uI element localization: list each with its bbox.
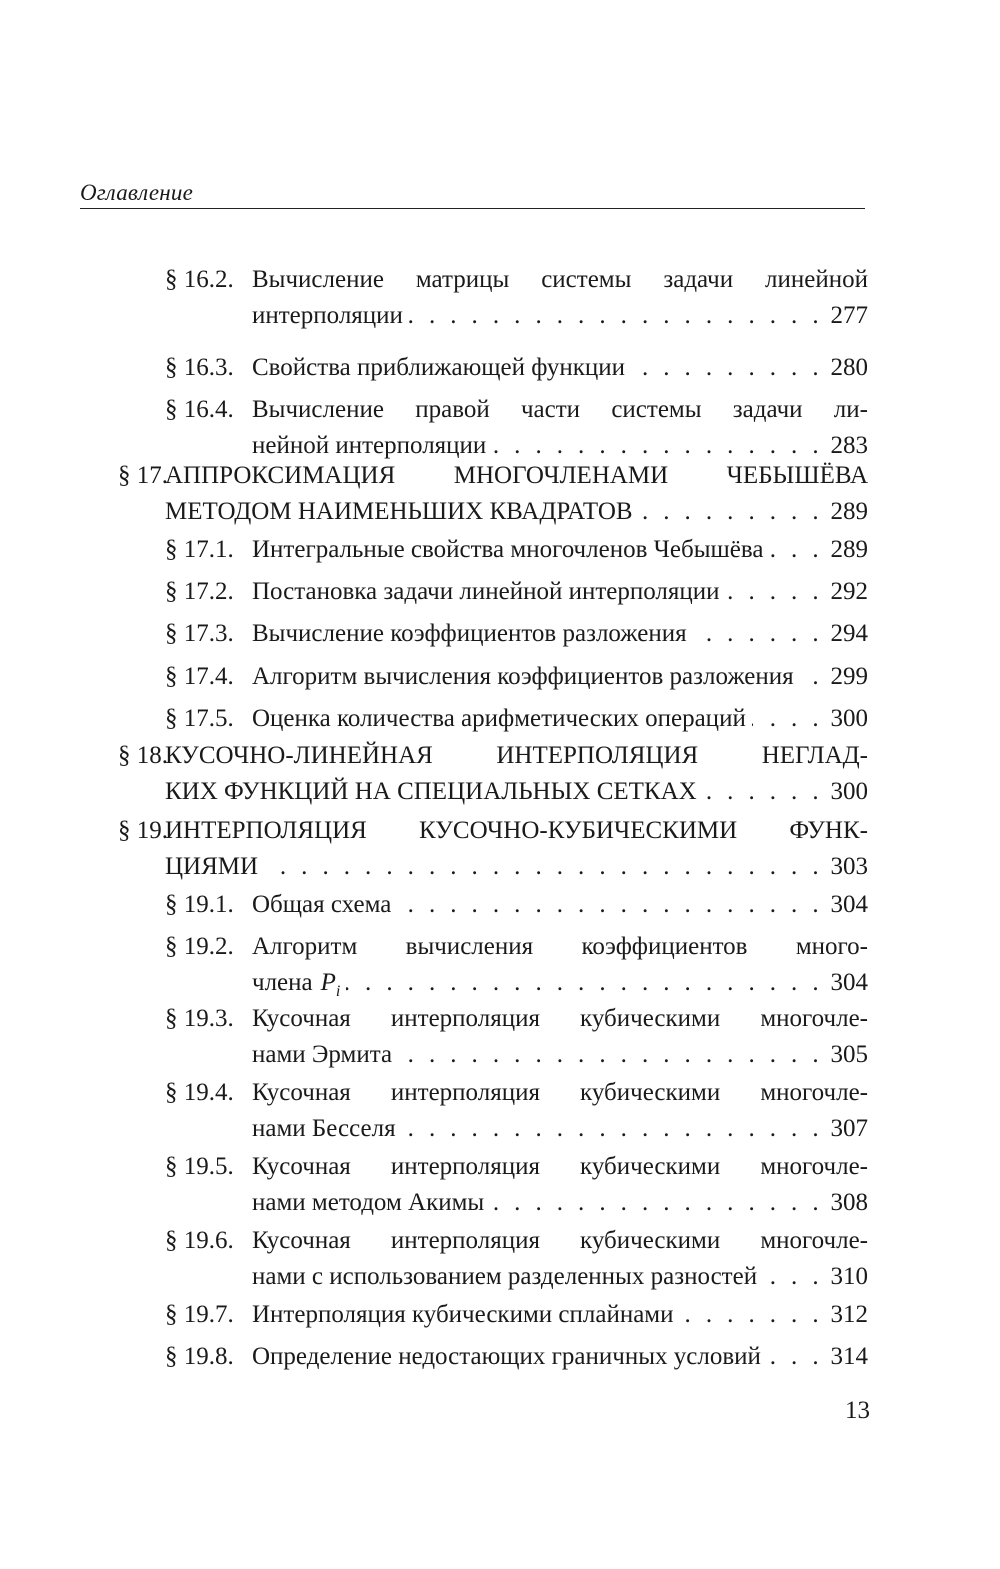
section-number: § 19.6.	[165, 1227, 234, 1254]
section-title-line: Интерполяция кубическими сплайнами	[252, 1301, 674, 1328]
toc-entry	[165, 262, 868, 334]
section-title-line: ИНТЕРПОЛЯЦИЯ КУСОЧНО-КУБИЧЕСКИМИ ФУНК-	[165, 817, 868, 844]
leader-dots	[767, 1339, 822, 1375]
section-title-line: Вычисление коэффициентов разложения	[252, 620, 687, 647]
page-reference: 310	[830, 1263, 868, 1290]
leader-dots	[409, 298, 822, 334]
toc-entry	[165, 701, 868, 737]
page-reference: 300	[830, 778, 868, 805]
section-title-line: Вычисление правой части системы задачи ли-	[252, 396, 868, 423]
section-number: § 17.4.	[165, 663, 234, 690]
toc-entry	[165, 1149, 868, 1221]
page-reference: 307	[830, 1115, 868, 1142]
section-title-line: интерполяции	[252, 302, 403, 329]
section-number: § 19.4.	[165, 1079, 234, 1106]
section-title-line: Интегральные свойства многочленов Чебышёва	[252, 536, 764, 563]
page-reference: 289	[830, 536, 868, 563]
leader-dots	[693, 616, 822, 652]
toc-entry	[165, 532, 868, 568]
toc-entry	[165, 574, 868, 610]
page-reference: 305	[830, 1041, 868, 1068]
section-number: § 16.4.	[165, 396, 234, 423]
page-reference: 299	[830, 663, 868, 690]
leader-dots	[726, 574, 822, 610]
section-title-line: Общая схема	[252, 891, 392, 918]
section-number: § 19.5.	[165, 1153, 234, 1180]
section-title-line: Свойства приближающей функции	[252, 354, 625, 381]
section-title-line: АППРОКСИМАЦИЯ МНОГОЧЛЕНАМИ ЧЕБЫШЁВА	[165, 462, 868, 489]
page-reference: 314	[830, 1343, 868, 1370]
section-number: § 19.7.	[165, 1301, 234, 1328]
section-number: § 19.1.	[165, 891, 234, 918]
page-reference: 303	[830, 853, 868, 880]
section-title-line: Постановка задачи линейной интерполяции	[252, 578, 720, 605]
section-number: § 16.2.	[165, 266, 234, 293]
page-reference: 277	[830, 302, 868, 329]
section-title-line: Кусочная интерполяция кубическими многочле-	[252, 1005, 868, 1032]
section-title-line: члена	[252, 969, 313, 996]
section-title-line: КУСОЧНО-ЛИНЕЙНАЯ ИНТЕРПОЛЯЦИЯ НЕГЛАД-	[165, 742, 868, 769]
section-title-line: ЦИЯМИ	[165, 853, 259, 880]
page-reference: 294	[830, 620, 868, 647]
page-reference: 283	[830, 432, 868, 459]
section-title-line: Кусочная интерполяция кубическими многочле-	[252, 1227, 868, 1254]
page-number: 13	[845, 1397, 870, 1424]
section-title-line: Определение недостающих граничных условий	[252, 1343, 761, 1370]
leader-dots	[703, 774, 822, 810]
section-title-line: Алгоритм вычисления коэффициентов много-	[252, 933, 868, 960]
section-number: § 19.	[118, 817, 168, 844]
running-head	[80, 178, 865, 209]
leader-dots	[631, 350, 822, 386]
toc-entry	[118, 738, 868, 810]
section-number: § 18.	[118, 742, 168, 769]
page-reference: 304	[830, 891, 868, 918]
section-number: § 17.3.	[165, 620, 234, 647]
leader-dots	[264, 849, 822, 885]
page-reference: 289	[830, 498, 868, 525]
leader-dots	[752, 701, 822, 737]
toc-entry	[165, 1075, 868, 1147]
section-number: § 17.5.	[165, 705, 234, 732]
section-title-line: КИХ ФУНКЦИЙ НА СПЕЦИАЛЬНЫХ СЕТКАХ	[165, 778, 697, 805]
toc-entry	[165, 659, 868, 695]
page-reference: 312	[830, 1301, 868, 1328]
leader-dots	[490, 1185, 822, 1221]
page-reference: 300	[830, 705, 868, 732]
section-title-line: Кусочная интерполяция кубическими многочле-	[252, 1153, 868, 1180]
leader-dots	[763, 1259, 822, 1295]
section-number: § 19.8.	[165, 1343, 234, 1370]
toc-entry	[165, 929, 868, 1001]
toc-entry	[165, 887, 868, 923]
section-title-line: нами с использованием разделенных разностей	[252, 1263, 758, 1290]
page-reference: 304	[830, 969, 868, 996]
section-title-line: нами методом Акимы	[252, 1189, 485, 1216]
section-title-line: Кусочная интерполяция кубическими многочле-	[252, 1079, 868, 1106]
toc-entry	[165, 1297, 868, 1333]
section-title-line: Алгоритм вычисления коэффициентов разложения	[252, 663, 794, 690]
toc-entry	[165, 1001, 868, 1073]
section-title-line: Вычисление матрицы системы задачи линейной	[252, 266, 868, 293]
section-title-line: МЕТОДОМ НАИМЕНЬШИХ КВАДРАТОВ	[165, 498, 633, 525]
leader-dots	[680, 1297, 822, 1333]
toc-entry	[165, 616, 868, 652]
running-head-title: Оглавление	[80, 180, 194, 205]
section-title-line: нами Бесселя	[252, 1115, 396, 1142]
section-number: § 16.3.	[165, 354, 234, 381]
toc-entry	[165, 1339, 868, 1375]
toc-entry	[165, 392, 868, 464]
toc-entry	[118, 813, 868, 885]
toc-entry	[118, 458, 868, 530]
toc-entry	[165, 1223, 868, 1295]
leader-dots	[397, 887, 822, 923]
section-number: § 17.1.	[165, 536, 234, 563]
leader-dots	[769, 532, 822, 568]
leader-dots	[398, 1037, 822, 1073]
leader-dots	[639, 494, 822, 530]
page-reference: 308	[830, 1189, 868, 1216]
leader-dots	[346, 965, 822, 1001]
page-reference: 280	[830, 354, 868, 381]
leader-dots	[402, 1111, 822, 1147]
section-number: § 19.2.	[165, 933, 234, 960]
section-number: § 17.2.	[165, 578, 234, 605]
section-title-line: нейной интерполяции	[252, 432, 487, 459]
section-number: § 17.	[118, 462, 168, 489]
section-title-line: Оценка количества арифметических операций	[252, 705, 746, 732]
toc-entry	[165, 350, 868, 386]
section-number: § 19.3.	[165, 1005, 234, 1032]
leader-dots	[800, 659, 822, 695]
math-symbol: $P_i$	[320, 969, 341, 1000]
section-title-line: нами Эрмита	[252, 1041, 393, 1068]
page-reference: 292	[830, 578, 868, 605]
